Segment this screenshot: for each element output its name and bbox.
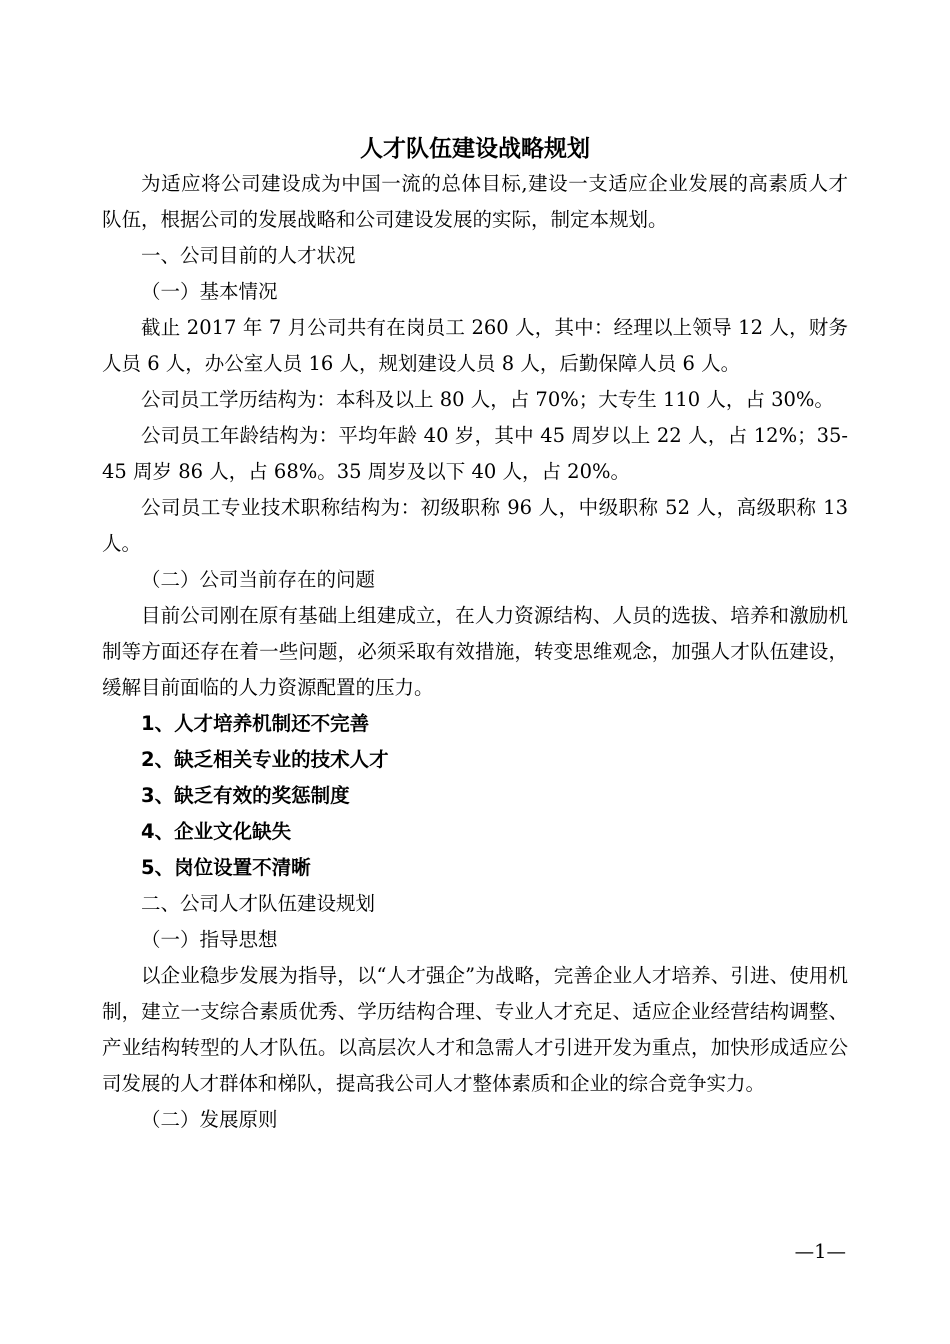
problem-item-5: 5、岗位设置不清晰 xyxy=(141,856,311,879)
section-heading-1: 一、公司目前的人才状况 xyxy=(141,244,356,267)
intro-paragraph: 为适应将公司建设成为中国一流的总体目标,建设一支适应企业发展的高素质人才队伍，根据公司的发展战略和公司建设发展的实际，制定本规划。 xyxy=(102,172,848,231)
subsection-heading-1-1: （一）基本情况 xyxy=(141,280,278,303)
problem-item-3: 3、缺乏有效的奖惩制度 xyxy=(141,784,350,807)
problem-item-4: 4、企业文化缺失 xyxy=(141,820,292,843)
staff-count-paragraph: 截止 2017 年 7 月公司共有在岗员工 260 人，其中：经理以上领导 12 人，财务人员 6 人，办公室人员 16 人，规划建设人员 8 人，后勤保障人员 6 人。 xyxy=(102,316,848,375)
problems-paragraph: 目前公司刚在原有基础上组建成立，在人力资源结构、人员的选拔、培养和激励机制等方面还存在着一些问题，必须采取有效措施，转变思维观念，加强人才队伍建设，缓解目前面临的人力资源配置的压力。 xyxy=(102,604,848,699)
problem-item-2: 2、缺乏相关专业的技术人才 xyxy=(141,748,389,771)
subsection-heading-2-1: （一）指导思想 xyxy=(141,928,278,951)
page-number: —1— xyxy=(794,1240,846,1263)
document-body xyxy=(102,166,848,1138)
page-title: 人才队伍建设战略规划 xyxy=(360,135,590,162)
problem-item-1: 1、人才培养机制还不完善 xyxy=(141,712,370,735)
age-paragraph: 公司员工年龄结构为：平均年龄 40 岁，其中 45 周岁以上 22 人，占 12%；35-45 周岁 86 人，占 68%。35 周岁及以下 40 人，占 20%。 xyxy=(102,424,848,483)
title-structure-paragraph: 公司员工专业技术职称结构为：初级职称 96 人，中级职称 52 人，高级职称 13 人。 xyxy=(102,496,848,555)
subsection-heading-1-2: （二）公司当前存在的问题 xyxy=(141,568,376,591)
guiding-thought-paragraph: 以企业稳步发展为指导，以“人才强企”为战略，完善企业人才培养、引进、使用机制，建立一支综合素质优秀、学历结构合理、专业人才充足、适应企业经营结构调整、产业结构转型的人才队伍。以高层次人才和急需人才引进开发为重点，加快形成适应公司发展的人才群体和梯队，提高我公司人才整体素质和企业的综合竞争实力。 xyxy=(102,964,848,1095)
subsection-heading-2-2: （二）发展原则 xyxy=(141,1108,278,1131)
education-paragraph: 公司员工学历结构为：本科及以上 80 人，占 70%；大专生 110 人，占 30%。 xyxy=(141,388,834,411)
section-heading-2: 二、公司人才队伍建设规划 xyxy=(141,892,376,915)
